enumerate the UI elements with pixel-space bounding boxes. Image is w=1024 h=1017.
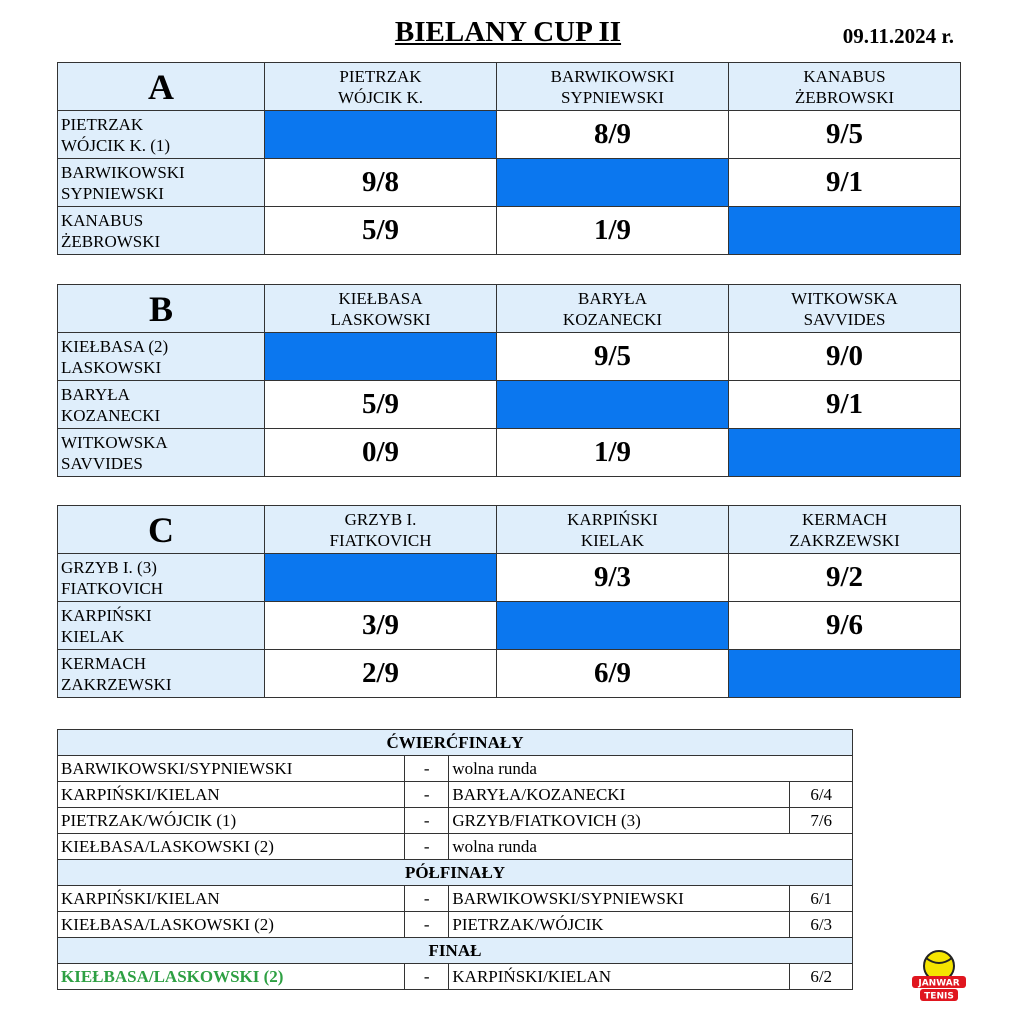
team-row bbox=[58, 159, 961, 207]
section-header-row bbox=[58, 860, 853, 886]
player-name: ZAKRZEWSKI bbox=[61, 674, 172, 694]
player-name: KIEŁBASA (2) bbox=[61, 336, 169, 356]
team-a: KARPIŃSKI/KIELAN bbox=[58, 886, 405, 912]
match-row bbox=[58, 808, 853, 834]
versus-separator: - bbox=[405, 834, 449, 860]
team-b: KARPIŃSKI/KIELAN bbox=[449, 964, 790, 990]
self-match-cell bbox=[497, 602, 729, 650]
player-name: KOZANECKI bbox=[562, 309, 663, 329]
player-name: BARYŁA bbox=[61, 384, 130, 404]
group-table bbox=[57, 62, 961, 255]
versus-separator: - bbox=[405, 964, 449, 990]
player-name: LASKOWSKI bbox=[61, 357, 162, 377]
team-row bbox=[58, 602, 961, 650]
match-row bbox=[58, 886, 853, 912]
score-cell: 9/2 bbox=[729, 554, 961, 602]
player-name: KERMACH bbox=[61, 653, 147, 673]
team-row bbox=[58, 381, 961, 429]
versus-separator: - bbox=[405, 756, 449, 782]
column-team-header bbox=[265, 506, 497, 554]
player-name: KIELAK bbox=[61, 626, 125, 646]
score-cell: 1/9 bbox=[497, 429, 729, 477]
page-title: BIELANY CUP II bbox=[394, 16, 622, 48]
player-name: KANABUS bbox=[803, 66, 886, 86]
column-team-header bbox=[497, 63, 729, 111]
row-team-header bbox=[58, 602, 265, 650]
match-score: 6/4 bbox=[790, 782, 853, 808]
group-name: B bbox=[58, 285, 265, 333]
player-name: ZAKRZEWSKI bbox=[789, 530, 900, 550]
score-cell: 1/9 bbox=[497, 207, 729, 255]
player-name: PIETRZAK bbox=[61, 114, 144, 134]
player-name: SYPNIEWSKI bbox=[561, 87, 664, 107]
player-name: GRZYB I. bbox=[344, 509, 417, 529]
row-team-header bbox=[58, 381, 265, 429]
player-name: FIATKOVICH bbox=[61, 578, 163, 598]
self-match-cell bbox=[265, 111, 497, 159]
player-name: SYPNIEWSKI bbox=[61, 183, 164, 203]
champion-team: KIEŁBASA/LASKOWSKI (2) bbox=[58, 964, 405, 990]
match-row bbox=[58, 912, 853, 938]
score-cell: 9/6 bbox=[729, 602, 961, 650]
score-cell: 5/9 bbox=[265, 381, 497, 429]
group-name: A bbox=[58, 63, 265, 111]
player-name: SAVVIDES bbox=[803, 309, 886, 329]
column-team-header bbox=[265, 285, 497, 333]
player-name: SAVVIDES bbox=[61, 453, 143, 473]
player-name: WÓJCIK K. (1) bbox=[61, 135, 171, 155]
score-cell: 2/9 bbox=[265, 650, 497, 698]
team-a: PIETRZAK/WÓJCIK (1) bbox=[58, 808, 405, 834]
player-name: KOZANECKI bbox=[61, 405, 161, 425]
row-team-header bbox=[58, 207, 265, 255]
player-name: ŻEBROWSKI bbox=[794, 87, 895, 107]
team-a: KIEŁBASA/LASKOWSKI (2) bbox=[58, 834, 405, 860]
player-name: FIATKOVICH bbox=[329, 530, 432, 550]
match-score: 6/3 bbox=[790, 912, 853, 938]
versus-separator: - bbox=[405, 912, 449, 938]
score-cell: 9/0 bbox=[729, 333, 961, 381]
group-table bbox=[57, 284, 961, 477]
player-name: BARWIKOWSKI bbox=[61, 162, 185, 182]
self-match-cell bbox=[497, 381, 729, 429]
score-cell: 5/9 bbox=[265, 207, 497, 255]
section-header-row bbox=[58, 730, 853, 756]
group-name: C bbox=[58, 506, 265, 554]
team-b: PIETRZAK/WÓJCIK bbox=[449, 912, 790, 938]
column-team-header bbox=[497, 285, 729, 333]
column-team-header bbox=[729, 506, 961, 554]
svg-text:TENIS: TENIS bbox=[924, 991, 954, 1002]
janwar-tenis-logo bbox=[910, 948, 968, 1004]
row-team-header bbox=[58, 159, 265, 207]
match-row bbox=[58, 834, 853, 860]
score-cell: 9/1 bbox=[729, 381, 961, 429]
team-b: BARWIKOWSKI/SYPNIEWSKI bbox=[449, 886, 790, 912]
match-row bbox=[58, 756, 853, 782]
round-title: PÓŁFINAŁY bbox=[58, 860, 853, 886]
team-b: wolna runda bbox=[449, 834, 853, 860]
score-cell: 9/8 bbox=[265, 159, 497, 207]
player-name: KIELAK bbox=[580, 530, 645, 550]
row-team-header bbox=[58, 333, 265, 381]
column-team-header bbox=[497, 506, 729, 554]
column-team-header bbox=[729, 285, 961, 333]
player-name: ŻEBROWSKI bbox=[61, 231, 161, 251]
versus-separator: - bbox=[405, 886, 449, 912]
player-name: PIETRZAK bbox=[339, 66, 422, 86]
team-a: KARPIŃSKI/KIELAN bbox=[58, 782, 405, 808]
player-name: BARWIKOWSKI bbox=[550, 66, 675, 86]
player-name: GRZYB I. (3) bbox=[61, 557, 157, 577]
player-name: KARPIŃSKI bbox=[61, 605, 152, 625]
match-row bbox=[58, 964, 853, 990]
score-cell: 3/9 bbox=[265, 602, 497, 650]
match-score: 7/6 bbox=[790, 808, 853, 834]
row-team-header bbox=[58, 554, 265, 602]
team-b: wolna runda bbox=[449, 756, 853, 782]
team-row bbox=[58, 650, 961, 698]
player-name: WÓJCIK K. bbox=[338, 87, 423, 107]
match-row bbox=[58, 782, 853, 808]
player-name: KERMACH bbox=[801, 509, 887, 529]
score-cell: 9/5 bbox=[497, 333, 729, 381]
self-match-cell bbox=[729, 650, 961, 698]
match-score: 6/1 bbox=[790, 886, 853, 912]
self-match-cell bbox=[729, 429, 961, 477]
score-cell: 6/9 bbox=[497, 650, 729, 698]
row-team-header bbox=[58, 650, 265, 698]
self-match-cell bbox=[497, 159, 729, 207]
team-row bbox=[58, 554, 961, 602]
column-team-header bbox=[729, 63, 961, 111]
team-b: GRZYB/FIATKOVICH (3) bbox=[449, 808, 790, 834]
versus-separator: - bbox=[405, 808, 449, 834]
player-name: WITKOWSKA bbox=[791, 288, 898, 308]
score-cell: 0/9 bbox=[265, 429, 497, 477]
self-match-cell bbox=[729, 207, 961, 255]
player-name: LASKOWSKI bbox=[330, 309, 431, 329]
match-score: 6/2 bbox=[790, 964, 853, 990]
team-row bbox=[58, 429, 961, 477]
score-cell: 9/3 bbox=[497, 554, 729, 602]
section-header-row bbox=[58, 938, 853, 964]
group-table bbox=[57, 505, 961, 698]
svg-text:JANWAR: JANWAR bbox=[918, 978, 960, 989]
column-team-header bbox=[265, 63, 497, 111]
event-date: 09.11.2024 r. bbox=[842, 24, 954, 48]
round-title: ĆWIERĆFINAŁY bbox=[58, 730, 853, 756]
team-a: KIEŁBASA/LASKOWSKI (2) bbox=[58, 912, 405, 938]
team-b: BARYŁA/KOZANECKI bbox=[449, 782, 790, 808]
row-team-header bbox=[58, 429, 265, 477]
score-cell: 9/1 bbox=[729, 159, 961, 207]
team-row bbox=[58, 111, 961, 159]
knockout-table bbox=[57, 729, 853, 990]
self-match-cell bbox=[265, 333, 497, 381]
player-name: KANABUS bbox=[61, 210, 144, 230]
versus-separator: - bbox=[405, 782, 449, 808]
round-title: FINAŁ bbox=[58, 938, 853, 964]
row-team-header bbox=[58, 111, 265, 159]
score-cell: 8/9 bbox=[497, 111, 729, 159]
team-row bbox=[58, 207, 961, 255]
team-a: BARWIKOWSKI/SYPNIEWSKI bbox=[58, 756, 405, 782]
team-row bbox=[58, 333, 961, 381]
player-name: KIEŁBASA bbox=[338, 288, 423, 308]
self-match-cell bbox=[265, 554, 497, 602]
player-name: BARYŁA bbox=[578, 288, 647, 308]
player-name: KARPIŃSKI bbox=[567, 509, 658, 529]
player-name: WITKOWSKA bbox=[61, 432, 168, 452]
score-cell: 9/5 bbox=[729, 111, 961, 159]
